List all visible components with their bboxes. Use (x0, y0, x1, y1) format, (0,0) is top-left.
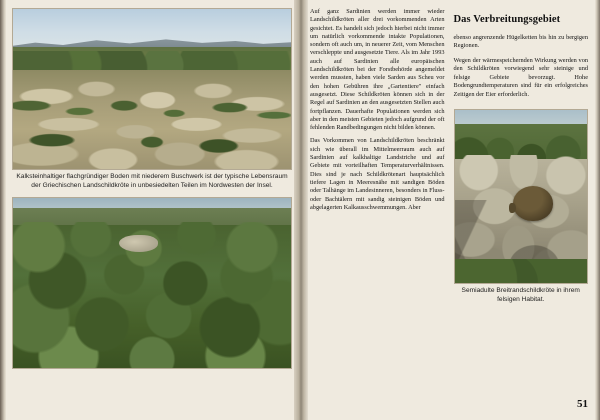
body-text (454, 34, 589, 99)
paragraph: Das Vorkommen von Landschildkröten beschränkt sich wie überall im Mittelmeerraum auch auf Sardinien auf kalkhaltige Landstriche und auf Gebiete mit vorteilhaften Temperaturverhältnissen. Dies sind je nach Schildkrötenart hauptsächlich tiefere Lagen in Meeresnähe mit sandigen Böden oder Talhänge im Landesinneren, besonders in Fluss- oder Bachtälern mit sandig steinigen Böden und abgelagerten Kalkausschwemmungen. Aber (310, 137, 445, 211)
book-gutter (294, 0, 308, 420)
right-page (300, 0, 600, 420)
paragraph: Auf ganz Sardinien werden immer wieder Landschildkröten aller drei vorkommenden Arten gesichtet. Es handelt sich jedoch hierbei nicht immer um natürlich vorkommende intakte Populationen, sondern oft auch um, in neuerer Zeit, vom Menschen verschleppte und ausgesetzte Tiere. Als im Jahr 1993 auch auf Sardinien alle europäischen Landschildkröten bei der Forstbehörde angemeldet werden mussten, haben viele Sarden aus Scheu vor den hohen Gebühren ihre „Gartentiere" einfach ausgesetzt. Diese Schildkröten können sich in der Regel auf Sardinien an den ausgesetzten Stellen auch fortpflanzen. Dauerhafte Populationen werden sich aber in den meisten Gebieten jedoch aufgrund der oft fehlenden Randbedingungen nicht bilden können. (310, 8, 445, 132)
photo-caption-1: Kalksteinhaltiger flachgründiger Boden mit niederem Buschwerk ist der typische Lebensraum der Griechischen Landschildkröte in unbesiedelten Teilen im Nordwesten der Insel. (16, 173, 288, 189)
photo-shrubs (13, 73, 291, 169)
dense-maquis-habitat-photo (12, 197, 292, 369)
photo-midground-bushes (13, 51, 291, 72)
paragraph: Wegen der wärmespeichernden Wirkung werden von den Schildkröten vorwiegend sehr steinige und felsige Gebiete bevorzugt. Hohe Bodengrundtemperaturen sind für ein erfolgreiches Zeitigen der Eier erforderlich. (453, 56, 588, 98)
body-column-left (310, 8, 445, 412)
right-page-columns (310, 8, 588, 412)
tortoise-subject (513, 186, 553, 221)
body-column-right (454, 8, 589, 412)
page-number: 51 (577, 398, 588, 410)
photo-foreground-vegetation (455, 259, 588, 283)
coastal-scrub-habitat-photo (12, 8, 292, 170)
breitrandschildkroete-rock-habitat-photo (454, 109, 589, 284)
body-text-continued (310, 8, 445, 212)
photo-caption-2: Semiadulte Breitrandschildkröte in ihrem felsigen Habitat. (461, 287, 580, 303)
paragraph: ebenso angrenzende Hügelketten bis hin zu bergigen Regionen. (453, 34, 588, 50)
page-title: Das Verbreitungsgebiet (453, 14, 561, 25)
